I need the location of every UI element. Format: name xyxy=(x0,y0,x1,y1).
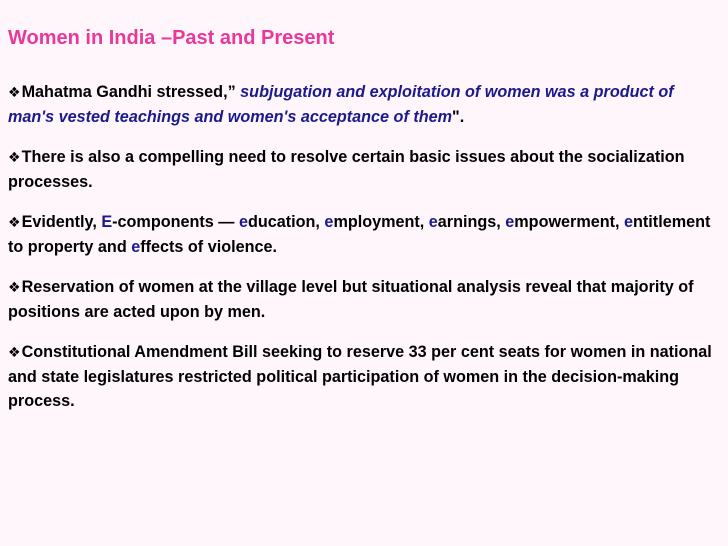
highlight-letter: e xyxy=(428,213,438,231)
bullet-text: ntitlement to property and xyxy=(8,213,711,256)
bullet-item-gandhi xyxy=(8,80,720,129)
highlight-letter: e xyxy=(131,238,141,256)
slide-title: Women in India –Past and Present xyxy=(8,27,335,49)
bullet-text: mpowerment, xyxy=(514,213,625,231)
bullet-text: Reservation of women at the village level but situational analysis reveal that majority of positions are acted upon by men. xyxy=(8,278,694,321)
diamond-bullet-icon: ❖ xyxy=(8,280,21,296)
bullet-text: mployment, xyxy=(333,213,429,231)
highlight-letter: e xyxy=(624,213,634,231)
diamond-bullet-icon: ❖ xyxy=(8,215,21,231)
bullet-text: Evidently, xyxy=(21,213,102,231)
bullet-text: Mahatma Gandhi stressed,” xyxy=(21,83,241,101)
bullet-text: ducation, xyxy=(247,213,325,231)
bullet-text: arnings, xyxy=(437,213,506,231)
highlight-letter: E xyxy=(101,213,113,231)
diamond-bullet-icon: ❖ xyxy=(8,345,21,361)
diamond-bullet-icon: ❖ xyxy=(8,150,21,166)
highlight-letter: e xyxy=(324,213,334,231)
bullet-list xyxy=(8,80,720,429)
bullet-item-reservation xyxy=(8,275,720,324)
bullet-text: ffects of violence. xyxy=(140,238,277,256)
quote-close: ". xyxy=(452,108,465,126)
bullet-text: There is also a compelling need to resolve certain basic issues about the socialization processes. xyxy=(8,148,685,191)
bullet-text: Constitutional Amendment Bill seeking to reserve 33 per cent seats for women in national and state legislatures restricted political participation of women in the decision-making process. xyxy=(8,343,712,410)
bullet-item-amendment-bill xyxy=(8,340,720,413)
bullet-text: -components — xyxy=(112,213,239,231)
highlight-letter: e xyxy=(238,213,248,231)
highlight-letter: e xyxy=(505,213,515,231)
gandhi-quote: subjugation and exploitation of women was a product of man's vested teachings and women's acceptance of them xyxy=(8,83,674,126)
diamond-bullet-icon: ❖ xyxy=(8,85,21,101)
bullet-item-socialization xyxy=(8,145,720,194)
bullet-item-e-components xyxy=(8,210,720,259)
